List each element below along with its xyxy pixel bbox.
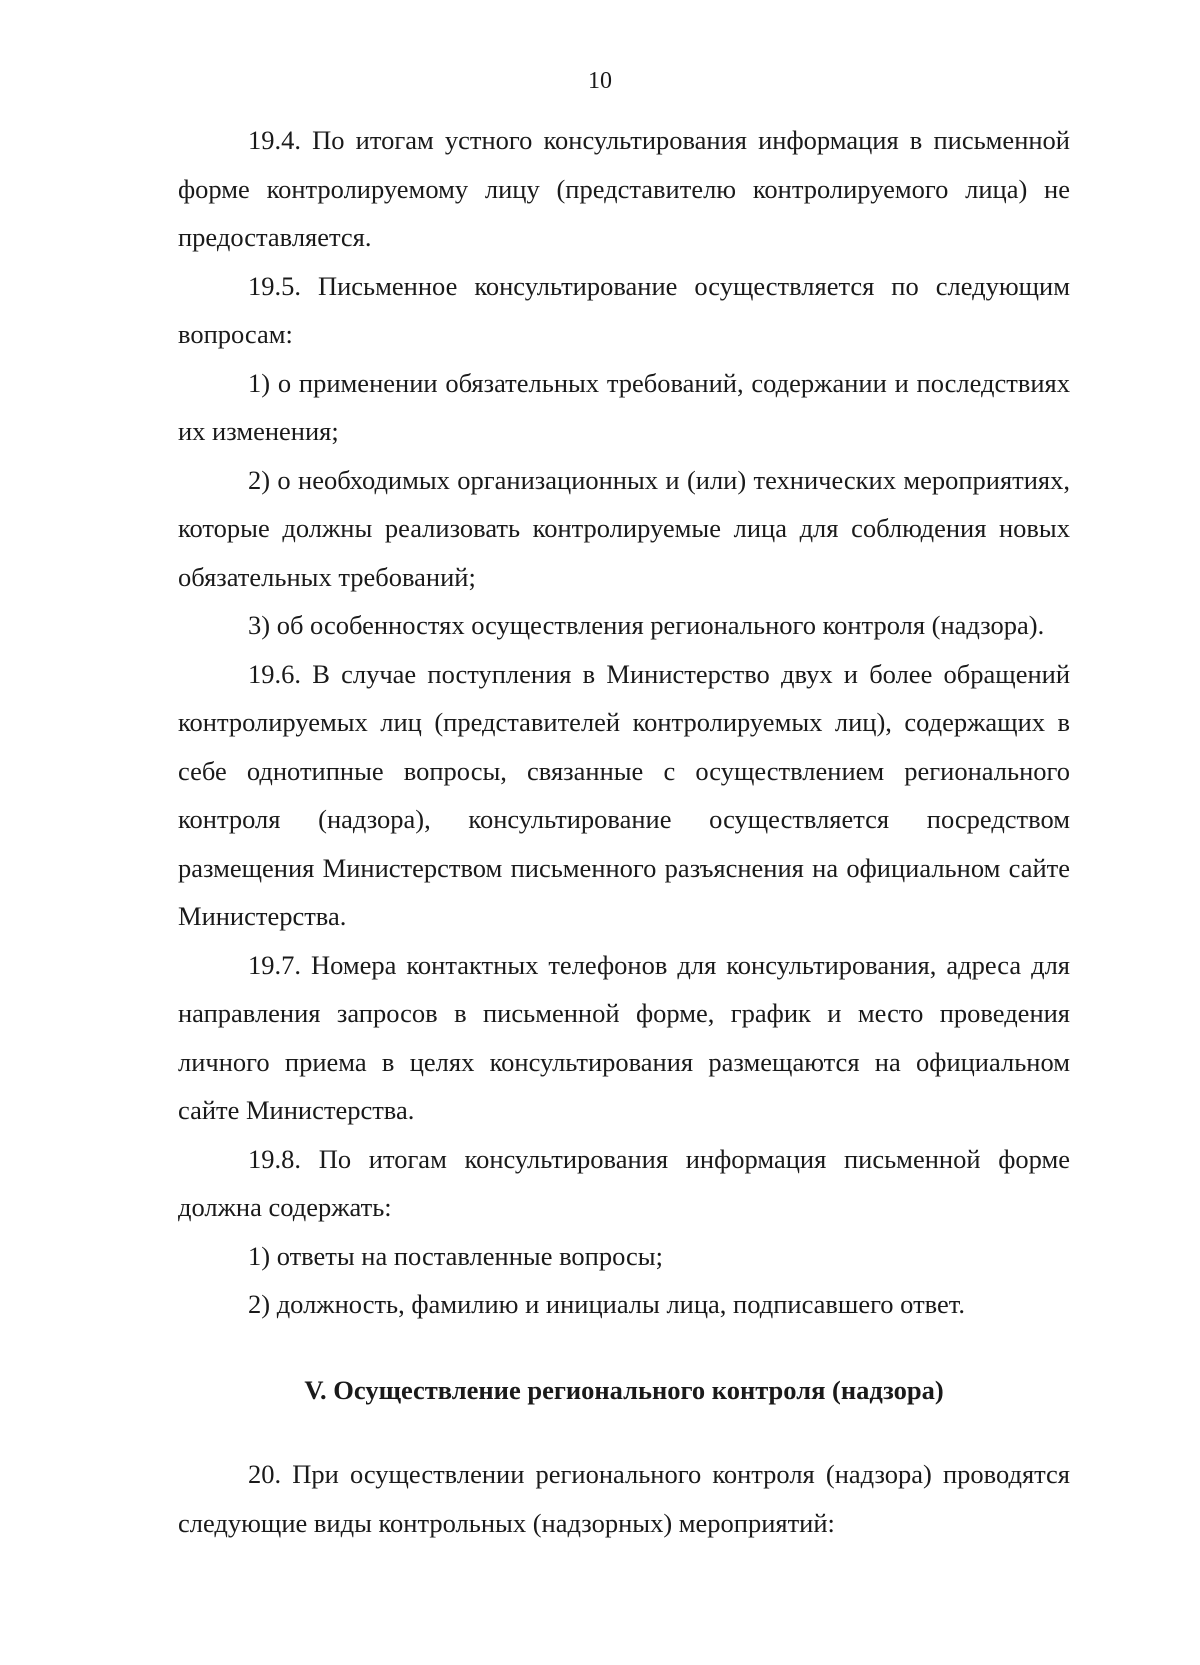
paragraph-19-6: 19.6. В случае поступления в Министерство двух и более обращений контролируемых лиц (представителей контролируемых лиц), содержащих в себе однотипные вопросы, связанные с осуществлением регионального контроля (надзора), консультирование осуществляется посредством размещения Министерством письменного разъяснения на официальном сайте Министерства. [178,658,1070,931]
document-body [178,116,1070,1547]
section-heading: V. Осуществление регионального контроля (надзора) [304,1374,944,1405]
list-item-19-8-1: 1) ответы на поставленные вопросы; [248,1240,663,1271]
page-number: 10 [588,68,612,94]
paragraph-19-7: 19.7. Номера контактных телефонов для консультирования, адреса для направления запросов в письменной форме, график и место проведения личного приема в целях консультирования размещаются на официальном сайте Министерства. [178,949,1070,1125]
paragraph-20: 20. При осуществлении регионального контроля (надзора) проводятся следующие виды контрольных (надзорных) мероприятий: [178,1459,1070,1538]
list-item-19-5-2: 2) о необходимых организационных и (или) технических мероприятиях, которые должны реализовать контролируемые лица для соблюдения новых обязательных требований; [178,464,1070,592]
paragraph-19-5: 19.5. Письменное консультирование осуществляется по следующим вопросам: [178,270,1070,349]
list-item-19-8-2: 2) должность, фамилию и инициалы лица, подписавшего ответ. [248,1289,966,1319]
paragraph-19-8: 19.8. По итогам консультирования информация письменной форме должна содержать: [178,1143,1070,1222]
list-item-19-5-3: 3) об особенностях осуществления регионального контроля (надзора). [248,610,1045,640]
list-item-19-5-1: 1) о применении обязательных требований, содержании и последствиях их изменения; [178,367,1070,446]
paragraph-19-4: 19.4. По итогам устного консультирования информация в письменной форме контролируемому лицу (представителю контролируемого лица) не предоставляется. [178,125,1070,252]
